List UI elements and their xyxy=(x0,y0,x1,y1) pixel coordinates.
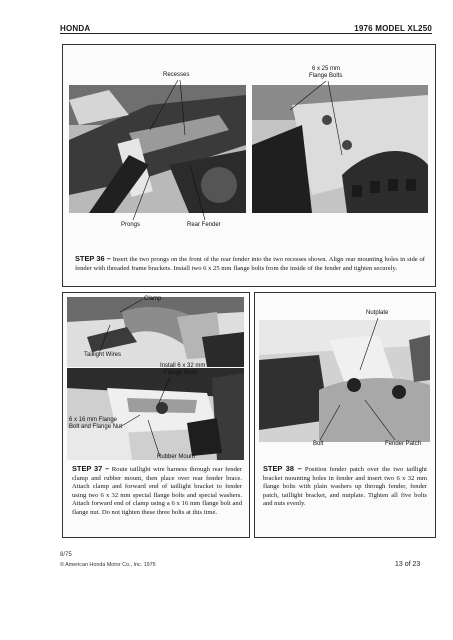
install-bolts-label-name: Flange Bolts xyxy=(164,370,198,376)
rear-fender-label: Rear Fender xyxy=(187,222,221,228)
header-rule xyxy=(60,33,432,34)
recesses-label: Recesses xyxy=(163,72,190,78)
flange-nut-label-size: 6 x 16 mm Flange xyxy=(69,417,118,423)
step38-heading: STEP 38 – xyxy=(263,464,302,473)
step36-photo-right xyxy=(252,85,428,213)
step37-text: Route taillight wire harness through rear fender clamp and rubber mount, then place over rear fender brace. Attach clamp and forward end of taillight bracket to fender using two 6 x 32 mm special flange bolts and special washers. Attach forward end of clamp using a 6 x 16 mm flange bolt and flange nut. Do not tighten these three bolts at this time. xyxy=(72,466,242,516)
footer-page-number: 13 of 23 xyxy=(395,561,421,568)
header-brand: HONDA xyxy=(60,24,91,33)
step36-instructions xyxy=(75,255,425,273)
step37-heading: STEP 37 – xyxy=(72,464,110,473)
step36-heading: STEP 36 – xyxy=(75,254,111,263)
flange-bolts-label-size: 6 x 25 mm xyxy=(312,66,341,72)
footer-date: 8/75 xyxy=(60,552,72,558)
clamp-label: Clamp xyxy=(144,296,162,302)
header-model: 1976 MODEL XL250 xyxy=(354,24,432,33)
prongs-label: Prongs xyxy=(121,222,141,228)
footer-copyright: © American Honda Motor Co., Inc. 1975 xyxy=(60,562,156,568)
step37-photo-bottom xyxy=(67,368,244,460)
fender-patch-label: Fender Patch xyxy=(385,441,422,447)
taillight-wires-label: Taillight Wires xyxy=(84,352,122,358)
step38-instructions xyxy=(263,465,427,509)
step36-text: Insert the two prongs on the front of the rear fender into the two recesses shown. Align rear mounting holes in side of fender with threaded frame brackets. Install two 6 x 25 mm flange bolts from the inside of the fender and tighten securely. xyxy=(75,256,425,272)
flange-nut-label-name: Bolt and Flange Nut xyxy=(69,424,123,430)
step37-instructions xyxy=(72,465,242,518)
flange-bolts-label-name: Flange Bolts xyxy=(309,73,343,79)
install-bolts-label-size: Install 6 x 32 mm xyxy=(160,363,206,369)
nutplate-label: Nutplate xyxy=(366,310,389,316)
bolt-label: Bolt xyxy=(313,441,324,447)
step36-photo-left xyxy=(69,85,246,213)
step38-text: Position fender patch over the two taillight bracket mounting holes in fender and insert two 6 x 32 mm flange bolts with plain washers up through fender, fender patch, taillight bracket, and nutplate. Tighten all five bolts and nuts evenly. xyxy=(263,466,427,508)
rubber-mount-label: Rubber Mount xyxy=(157,454,196,460)
step38-photo xyxy=(259,320,430,442)
